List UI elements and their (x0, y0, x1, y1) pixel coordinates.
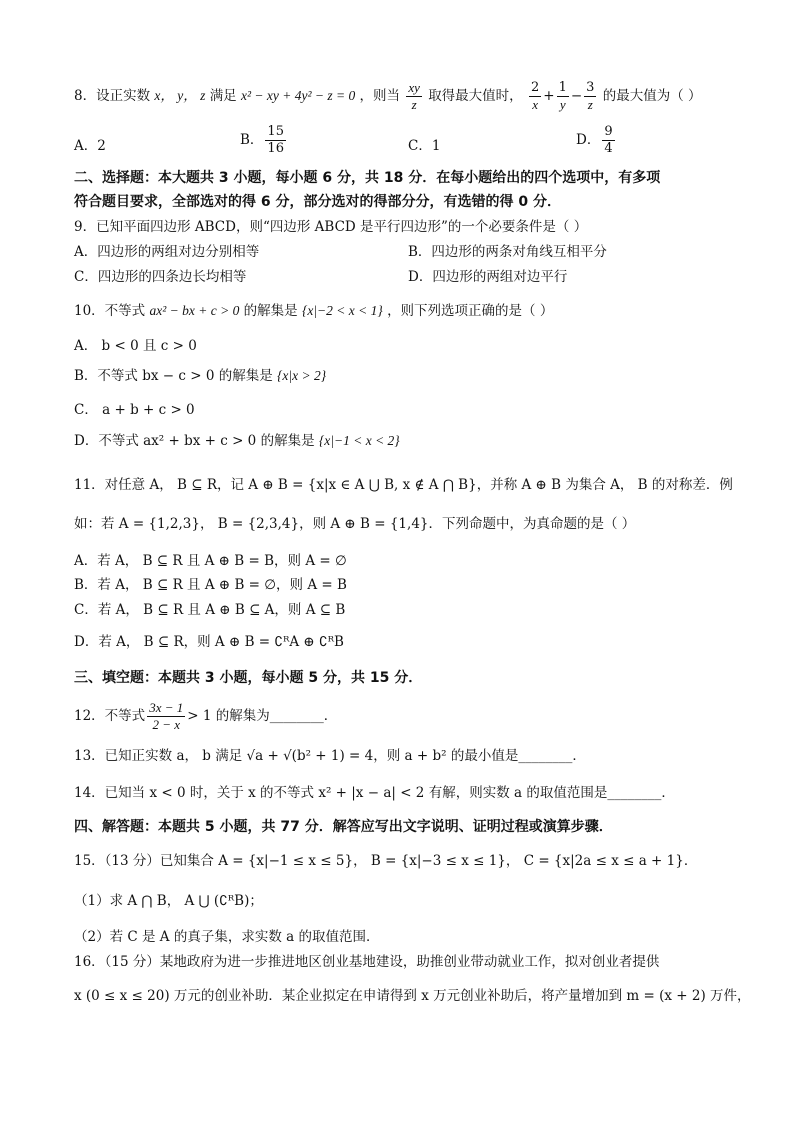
q9-option-a: A．四边形的两组对边分别相等 (74, 244, 260, 260)
q11-stem-line2: 如：若 A = {1,2,3}， B = {2,3,4}，则 A ⊕ B = {1,4}．下列命题中，为真命题的是（ ） (74, 516, 636, 532)
q8-vars: x， y， z (154, 88, 206, 103)
q12-fraction (147, 700, 185, 733)
q9-option-d: D．四边形的两组对边平行 (408, 269, 568, 285)
q8-option-d-label: D． (576, 132, 601, 148)
q14-stem: 14．已知当 x < 0 时，关于 x 的不等式 x² + |x − a| < 2 有解，则实数 a 的取值范围是________． (74, 785, 675, 801)
q11-stem-line1: 11．对任意 A， B ⊆ R，记 A ⊕ B = {x|x ∈ A ⋃ B, x ∉ A ⋂ B}，并称 A ⊕ B 为集合 A， B 的对称差．例 (74, 477, 733, 493)
q12-stem-b: > 1 的解集为________． (187, 708, 338, 724)
q11-option-b: B．若 A， B ⊆ R 且 A ⊕ B = ∅，则 A = B (74, 577, 347, 593)
q8-frac-num: xy (408, 80, 420, 95)
q16-stem-line1: 16．（15 分）某地政府为进一步推进地区创业基地建设，助推创业带动就业工作，拟对创业者提供 (74, 954, 660, 970)
q8-f1-den: x (532, 97, 539, 112)
q8-stem-d: 取得最大值时， (428, 88, 523, 104)
section2-title-line1: 二、选择题：本大题共 3 小题，每小题 6 分，共 18 分．在每小题给出的四个选项中，有多项 (74, 170, 661, 186)
q8-option-d-frac (602, 124, 614, 157)
q8-option-c: C．1 (408, 138, 441, 154)
q8-option-b (240, 124, 288, 157)
q11-option-a: A．若 A， B ⊆ R 且 A ⊕ B = B，则 A = ∅ (74, 553, 347, 569)
q8-option-b-frac (265, 124, 286, 157)
section3-title: 三、填空题：本题共 3 小题，每小题 5 分，共 15 分． (74, 670, 423, 686)
q8-option-b-num: 15 (267, 124, 284, 139)
q9-option-b: B．四边形的两条对角线互相平分 (408, 244, 607, 260)
q13-stem: 13．已知正实数 a， b 满足 √a + √(b² + 1) = 4，则 a + b² 的最小值是________． (74, 748, 586, 764)
q8-stem-b: 满足 (209, 88, 237, 104)
q16-stem-line2: x (0 ≤ x ≤ 20) 万元的创业补助．某企业拟定在申请得到 x 万元创业补助后，将产量增加到 m = (x + 2) 万件， (74, 988, 751, 1004)
section2-title-line2: 符合题目要求，全部选对的得 6 分，部分选对的得部分分，有选错的得 0 分． (74, 194, 561, 210)
q8-expr-frac1 (529, 80, 541, 113)
q8-expr-frac2 (557, 80, 569, 113)
q11-option-c: C．若 A， B ⊆ R 且 A ⊕ B ⊆ A，则 A ⊆ B (74, 602, 346, 618)
q8-stem: 8．设正实数 x， y， z 满足 x² − xy + 4y² − z = 0 ，则当 $\frac{xy}{z}$ 取得最大值时， $\frac{2}{x}$ + $\frac{1}{y}$ − $\frac{3}{z}$ 的最大值为（ ） (74, 80, 702, 112)
q8-option-a: A．2 (74, 138, 106, 154)
q11-option-d: D．若 A， B ⊆ R，则 A ⊕ B = ∁ᴿA ⊕ ∁ᴿB (74, 634, 344, 650)
q8-fraction-xy-z (406, 80, 422, 113)
q8-f2-den: y (559, 97, 566, 112)
q12-stem-a: 12．不等式 (74, 708, 146, 724)
q12-frac-den: 2 − x (152, 717, 180, 732)
q12-frac-num: 3x − 1 (149, 700, 184, 715)
q8-f1-num: 2 (530, 80, 540, 95)
q8-f3-num: 3 (586, 80, 595, 95)
q10-option-d-set: {x|−1 < x < 2} (318, 433, 400, 448)
q10-option-d-text: D．不等式 ax² + bx + c > 0 的解集是 (74, 433, 315, 449)
q8-option-b-label: B． (240, 132, 264, 148)
q12-stem (74, 700, 337, 733)
q8-condition: x² − xy + 4y² − z = 0 (240, 88, 356, 103)
q8-stem-e: 的最大值为（ ） (602, 88, 702, 104)
q10-option-c: C． a + b + c > 0 (74, 402, 195, 418)
q8-f3-den: z (587, 97, 593, 112)
q10-stem (74, 301, 553, 321)
q8-option-b-den: 16 (267, 141, 284, 156)
q8-stem-c: ，则当 (359, 88, 401, 104)
q10-solution-set: {x|−2 < x < 1} (301, 303, 383, 318)
q10-option-d (74, 431, 400, 451)
q8-f2-num: 1 (558, 80, 567, 95)
q8-option-d-num: 9 (604, 124, 613, 139)
q9-option-c: C．四边形的四条边长均相等 (74, 269, 247, 285)
q10-stem-c: ，则下列选项正确的是（ ） (387, 303, 554, 319)
section4-title: 四、解答题：本题共 5 小题，共 77 分．解答应写出文字说明、证明过程或演算步骤． (74, 819, 613, 835)
q8-option-d-den: 4 (604, 141, 613, 156)
q10-option-a: A． b < 0 且 c > 0 (74, 338, 197, 354)
q10-option-b-text: B．不等式 bx − c > 0 的解集是 (74, 368, 273, 384)
q10-stem-b: 的解集是 (243, 303, 298, 319)
q10-option-b-set: {x|x > 2} (277, 368, 327, 383)
q10-inequality: ax² − bx + c > 0 (149, 303, 240, 318)
q15-part2: （2）若 C 是 A 的真子集，求实数 a 的取值范围． (74, 929, 380, 945)
q8-option-d (576, 124, 617, 157)
q10-stem-a: 10．不等式 (74, 303, 146, 319)
q9-stem: 9．已知平面四边形 ABCD，则“四边形 ABCD 是平行四边形”的一个必要条件是（ ） (74, 219, 588, 235)
q8-frac-den: z (411, 97, 417, 112)
q10-option-b (74, 366, 326, 386)
q8-expr-frac3 (584, 80, 596, 113)
q15-stem: 15．（13 分）已知集合 A = {x|−1 ≤ x ≤ 5}， B = {x|−3 ≤ x ≤ 1}， C = {x|2a ≤ x ≤ a + 1}． (74, 853, 698, 869)
q15-part1: （1）求 A ⋂ B， A ⋃ (∁ᴿB)； (74, 893, 263, 909)
q8-stem-a: 8．设正实数 (74, 88, 151, 104)
